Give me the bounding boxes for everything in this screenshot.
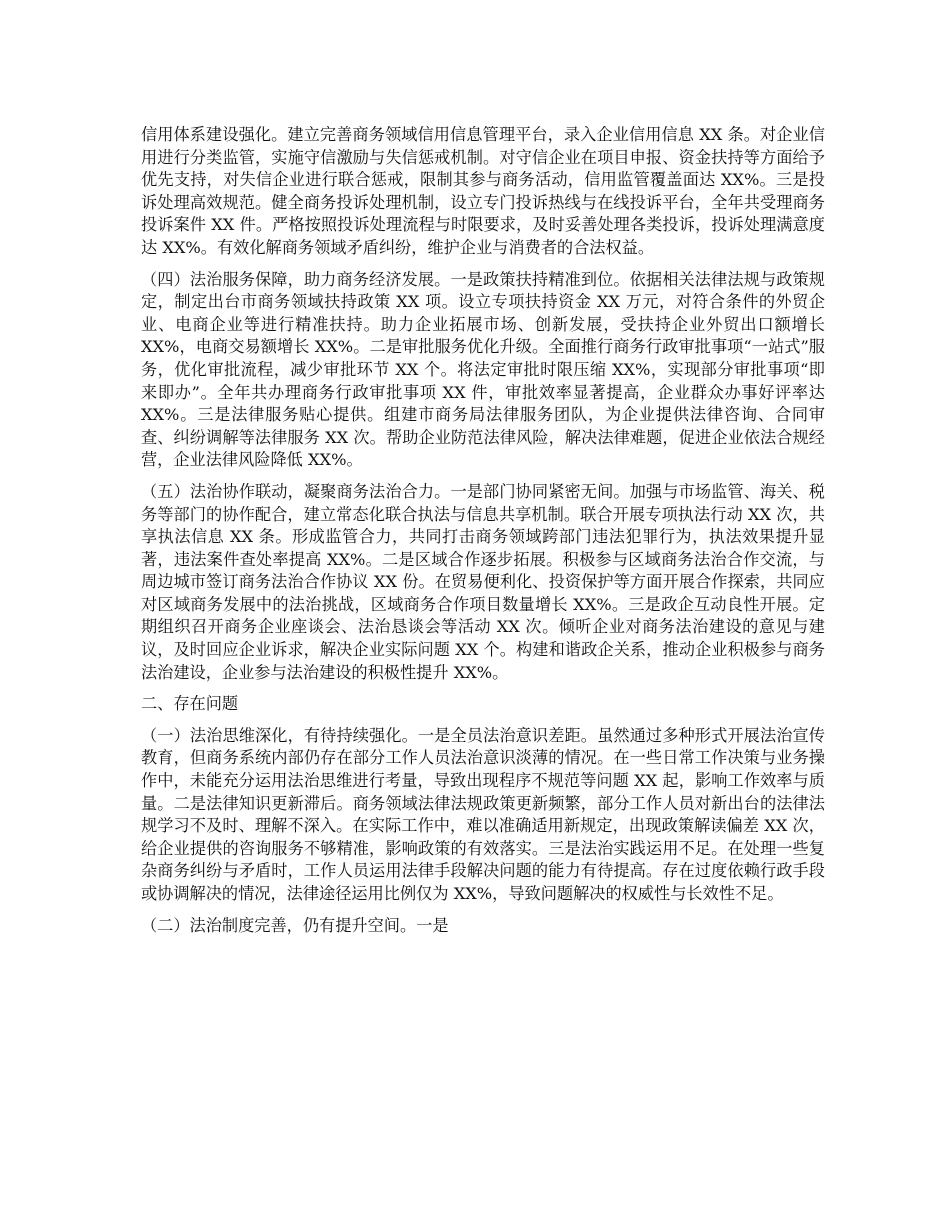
paragraph-section-four: （四）法治服务保障，助力商务经济发展。一是政策扶持精准到位。依据相关法律法规与政策规定，制定出台市商务领域扶持政策 XX 项。设立专项扶持资金 XX 万元，对符合条件的外贸企业、电商企业等进行精准扶持。助力企业拓展市场、创新发展，受扶持企业外贸出口额增长 XX%，电商交易额增长 XX%。二是审批服务优化升级。全面推行商务行政审批事项“一站式”服务，优化审批流程，减少审批环节 XX 个。将法定审批时限压缩 XX%，实现部分审批事项“即来即办”。全年共办理商务行政审批事项 XX 件，审批效率显著提高，企业群众办事好评率达 XX%。三是法律服务贴心提供。组建市商务局法律服务团队，为企业提供法律咨询、合同审查、纠纷调解等法律服务 XX 次。帮助企业防范法律风险，解决法律难题，促进企业依法合规经营，企业法律风险降低 XX%。 bbox=[141, 269, 825, 470]
paragraph-problem-two: （二）法治制度完善，仍有提升空间。一是 bbox=[141, 915, 449, 935]
paragraph-problem-one: （一）法治思维深化，有待持续强化。一是全员法治意识差距。虽然通过多种形式开展法治宣传教育，但商务系统内部仍存在部分工作人员法治意识淡薄的情况。在一些日常工作决策与业务操作中，未能充分运用法治思维进行考量，导致出现程序不规范等问题 XX 起，影响工作效率与质量。二是法律知识更新滞后。商务领域法律法规政策更新频繁，部分工作人员对新出台的法律法规学习不及时、理解不深入。在实际工作中，难以准确适用新规定，出现政策解读偏差 XX 次，给企业提供的咨询服务不够精准，影响政策的有效落实。三是法治实践运用不足。在处理一些复杂商务纠纷与矛盾时，工作人员运用法律手段解决问题的能力有待提高。存在过度依赖行政手段或协调解决的情况，法律途径运用比例仅为 XX%，导致问题解决的权威性与长效性不足。 bbox=[141, 725, 825, 903]
document-body bbox=[141, 124, 825, 946]
paragraph-credit-system: 信用体系建设强化。建立完善商务领域信用信息管理平台，录入企业信用信息 XX 条。对企业信用进行分类监管，实施守信激励与失信惩戒机制。对守信企业在项目申报、资金扶持等方面给予优先支持，对失信企业进行联合惩戒，限制其参与商务活动，信用监管覆盖面达 XX%。三是投诉处理高效规范。健全商务投诉处理机制，设立专门投诉热线与在线投诉平台，全年共受理商务投诉案件 XX 件。严格按照投诉处理流程与时限要求，及时妥善处理各类投诉，投诉处理满意度达 XX%。有效化解商务领域矛盾纠纷，维护企业与消费者的合法权益。 bbox=[141, 125, 825, 257]
paragraph-section-five: （五）法治协作联动，凝聚商务法治合力。一是部门协同紧密无间。加强与市场监管、海关、税务等部门的协作配合，建立常态化联合执法与信息共享机制。联合开展专项执法行动 XX 次，共享执法信息 XX 条。形成监管合力，共同打击商务领域跨部门违法犯罪行为，执法效果提升显著，违法案件查处率提高 XX%。二是区域合作逐步拓展。积极参与区域商务法治合作交流，与周边城市签订商务法治合作协议 XX 份。在贸易便利化、投资保护等方面开展合作探索，共同应对区域商务发展中的法治挑战，区域商务合作项目数量增长 XX%。三是政企互动良性开展。定期组织召开商务企业座谈会、法治恳谈会等活动 XX 次。倾听企业对商务法治建设的意见与建议，及时回应企业诉求，解决企业实际问题 XX 个。构建和谐政企关系，推动企业积极参与商务法治建设，企业参与法治建设的积极性提升 XX%。 bbox=[141, 481, 825, 682]
section-heading-problems: 二、存在问题 bbox=[141, 694, 239, 714]
